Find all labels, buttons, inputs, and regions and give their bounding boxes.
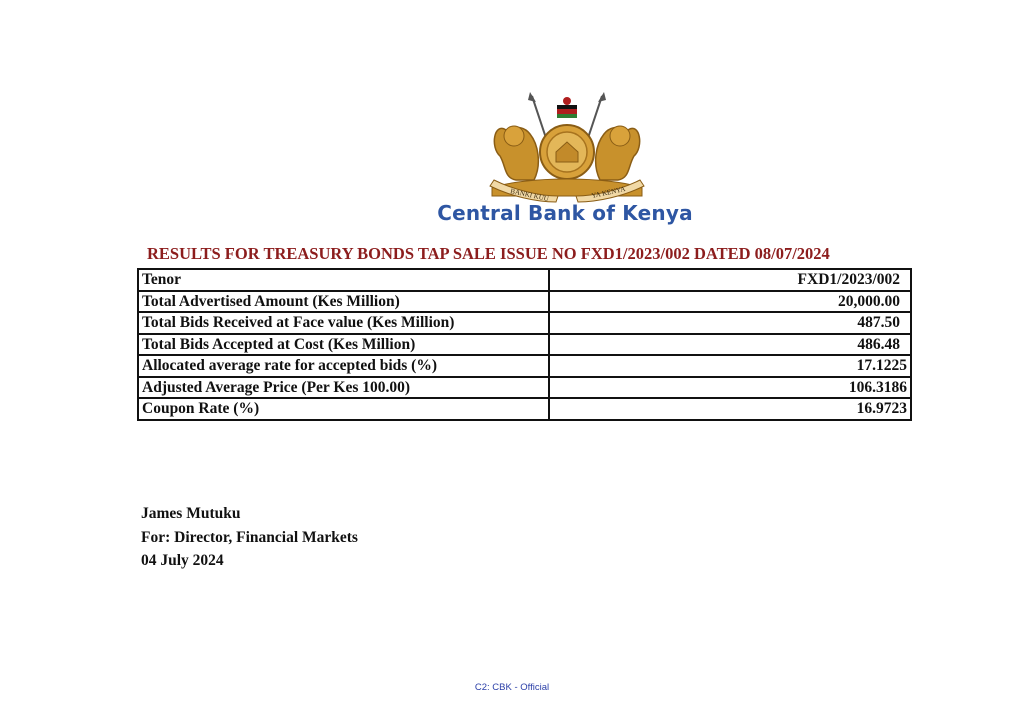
table-row-bids-received: [138, 312, 911, 334]
row-label: Coupon Rate (%): [138, 398, 549, 420]
seal-text-right: YA KENYA: [590, 184, 627, 200]
table-row-tenor: [138, 269, 911, 291]
document-title: RESULTS FOR TREASURY BONDS TAP SALE ISSUE NO FXD1/2023/002 DATED 08/07/2024: [147, 244, 830, 263]
seal-text-left: BANKI KUU: [509, 187, 550, 204]
row-value: FXD1/2023/002: [549, 269, 911, 291]
row-label: Total Bids Accepted at Cost (Kes Million): [138, 334, 549, 356]
row-value: 20,000.00: [549, 291, 911, 313]
row-label: Total Advertised Amount (Kes Million): [138, 291, 549, 313]
row-value: 17.1225: [549, 355, 911, 377]
table-row-average-price: [138, 377, 911, 399]
row-value: 487.50: [549, 312, 911, 334]
table-row-coupon-rate: [138, 398, 911, 420]
table-row-average-rate: [138, 355, 911, 377]
row-value: 106.3186: [549, 377, 911, 399]
signatory-name: James Mutuku: [141, 505, 241, 522]
row-value: 16.9723: [549, 398, 911, 420]
signatory-role: For: Director, Financial Markets: [141, 528, 358, 546]
table-row-advertised-amount: [138, 291, 911, 313]
signature-block: [141, 502, 358, 573]
central-bank-of-kenya-logo: [484, 92, 650, 204]
row-label: Allocated average rate for accepted bids (%): [138, 355, 549, 377]
row-label: Adjusted Average Price (Per Kes 100.00): [138, 377, 549, 399]
bank-name: Central Bank of Kenya: [437, 201, 693, 225]
table-row-bids-accepted: [138, 334, 911, 356]
row-label: Total Bids Received at Face value (Kes Million): [138, 312, 549, 334]
row-label: Tenor: [138, 269, 549, 291]
signature-date: 04 July 2024: [141, 552, 224, 569]
classification-footer: C2: CBK - Official: [474, 682, 550, 693]
results-table: [137, 268, 912, 421]
row-value: 486.48: [549, 334, 911, 356]
